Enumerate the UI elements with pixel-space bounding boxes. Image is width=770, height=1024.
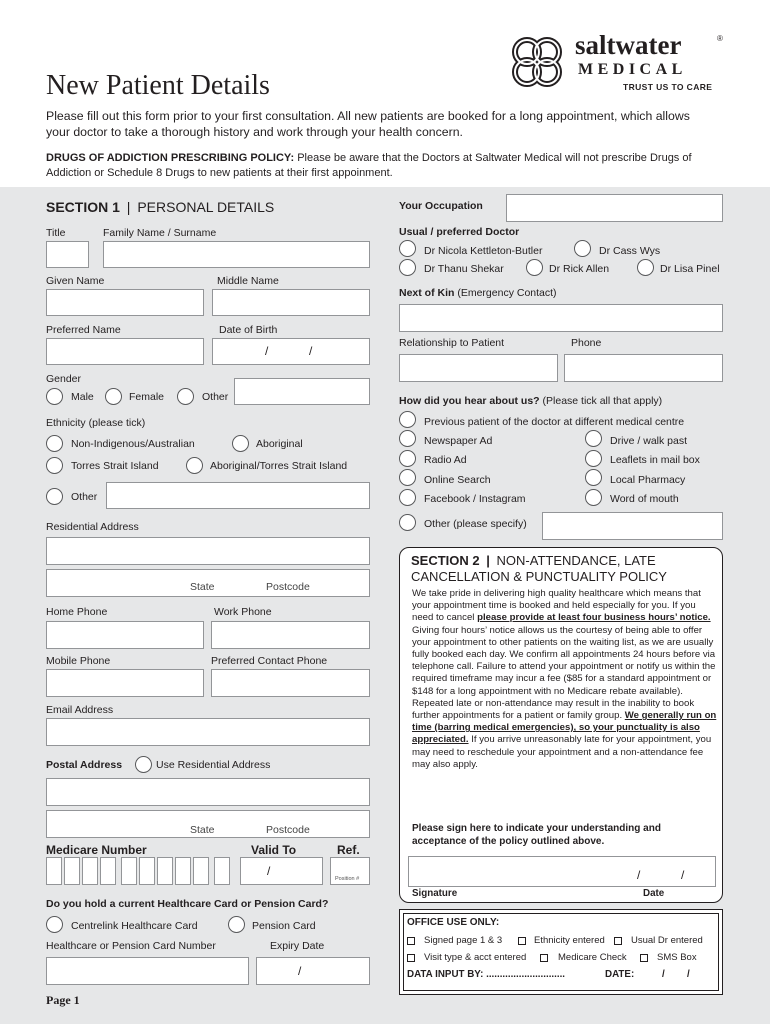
medicare-digit-cell[interactable] [193,857,209,885]
signed-page-label: Signed page 1 & 3 [424,935,503,946]
hear-newspaper-radio[interactable] [399,430,416,447]
relationship-field[interactable] [399,354,558,382]
work-phone-label: Work Phone [214,606,272,618]
centrelink-radio[interactable] [46,916,63,933]
residential-address-field-1[interactable] [46,537,370,565]
valid-to-slash: / [267,864,271,878]
ethnicity-aboriginal-label: Aboriginal [256,438,303,450]
next-of-kin-field[interactable] [399,304,723,332]
family-name-field[interactable] [103,241,370,268]
middle-name-label: Middle Name [217,275,279,287]
policy-part-2: Giving four hours’ notice allows us the courtesy of being able to offer your appointment to other patients on the waiting list, as we are usually fully booked each day. We confirm all appointments 24 hours before via telephone call. Failure to attend your appointment or notify us within the required timeframe may incur a fee ($85 for a standard appointment or $148 for a long appointment with no Medicare rebate available). Repeated late or non-attendance may result in the inability to book further appointments for a patient or family group. [412,624,716,722]
ethnicity-other-radio[interactable] [46,488,63,505]
office-date-slash-1: / [662,969,665,980]
ethnicity-other-field[interactable] [106,482,370,509]
doctor-shekar-label: Dr Thanu Shekar [424,263,504,275]
intro-text: Please fill out this form prior to your first consultation. All new patients are booked for a long appointment, which allows your doctor to take a thorough history and work through your health concern. [46,109,690,139]
hear-leaflets-label: Leaflets in mail box [610,454,700,466]
residential-address-label: Residential Address [46,521,139,533]
section1-number: SECTION 1 [46,199,120,215]
hear-radio-radio[interactable] [399,450,416,467]
office-date-label: DATE: [605,969,635,980]
saltwater-medical-logo [505,30,727,92]
policy-part-3: If you arrive unreasonably late for your appointment, you may need to reschedule your appointment and a non-attendance fee may also apply. [412,734,712,770]
signed-page-checkbox[interactable] [407,937,415,945]
residential-state-label: State [190,581,215,593]
logo-wordmark: saltwater [575,30,682,60]
medicare-digit-cell[interactable] [100,857,116,885]
hear-about-label [399,395,662,407]
hear-other-radio[interactable] [399,514,416,531]
preferred-phone-label: Preferred Contact Phone [211,655,328,667]
preferred-phone-field[interactable] [211,669,370,697]
use-residential-radio[interactable] [135,756,152,773]
hear-previous-label: Previous patient of the doctor at different medical centre [424,416,685,428]
data-input-by: DATA INPUT BY: ............................. [407,969,566,980]
logo-registered: ® [717,34,723,43]
position-hint: Position # [335,876,360,882]
doctor-pinel-radio[interactable] [637,259,654,276]
section2-policy-text [412,588,718,771]
medicare-digit-cell[interactable] [214,857,230,885]
section2-heading [411,553,711,584]
dob-label: Date of Birth [219,324,278,336]
next-of-kin-title: Next of Kin [399,287,455,299]
dob-slash-2: / [309,344,313,358]
policy-underline-1: please provide at least four business hours’ notice. [477,612,711,624]
hear-online-label: Online Search [424,474,491,486]
next-of-kin-label [399,287,557,299]
policy-part-1: We take pride in delivering high quality healthcare which means that your appointment time is booked and held especially for you. If you need to cancel [412,588,701,624]
medicare-number-field[interactable] [46,857,236,885]
expiry-date-field[interactable] [256,957,370,985]
hear-facebook-radio[interactable] [399,489,416,506]
ethnicity-non-indigenous-radio[interactable] [46,435,63,452]
page-number: Page 1 [46,993,80,1007]
family-name-label: Family Name / Surname [103,227,217,239]
residential-postcode-label: Postcode [266,581,310,593]
logo-medical: MEDICAL [578,61,687,78]
residential-address-field-2[interactable] [46,569,370,597]
email-label: Email Address [46,704,114,716]
ref-field[interactable] [330,857,370,885]
email-field[interactable] [46,718,370,746]
doctor-wys-label: Dr Cass Wys [599,245,661,257]
healthcare-number-label: Healthcare or Pension Card Number [46,940,216,952]
hear-radio-label: Radio Ad [424,454,467,466]
ethnicity-non-indigenous-label: Non-Indigenous/Australian [71,438,195,450]
expiry-date-label: Expiry Date [270,940,325,952]
work-phone-field[interactable] [211,621,370,649]
sign-date-label: Date [643,888,665,899]
occupation-field[interactable] [506,194,723,222]
section1-heading [46,199,274,215]
sms-box-label: SMS Box [657,952,697,963]
section2-panel [399,547,723,903]
doctor-kettleton-label: Dr Nicola Kettleton-Butler [424,245,543,257]
given-name-field[interactable] [46,289,204,316]
ref-label: Ref. [337,843,360,857]
home-phone-field[interactable] [46,621,204,649]
doctor-shekar-radio[interactable] [399,259,416,276]
hear-facebook-label: Facebook / Instagram [424,493,526,505]
postal-postcode-label: Postcode [266,824,310,836]
expiry-slash: / [298,964,302,978]
hear-about-title: How did you hear about us? [399,395,540,407]
title-field[interactable] [46,241,89,268]
medicare-digit-cell[interactable] [82,857,98,885]
usual-dr-label: Usual Dr entered [631,935,703,946]
logo-knot-icon [505,30,569,94]
nok-phone-label: Phone [571,337,602,349]
doctor-pinel-label: Dr Lisa Pinel [660,263,720,275]
doctor-kettleton-radio[interactable] [399,240,416,257]
gender-other-radio[interactable] [177,388,194,405]
section2-number: SECTION 2 [411,553,480,568]
hear-leaflets-radio[interactable] [585,450,602,467]
ethnicity-aboriginal-torres-label: Aboriginal/Torres Strait Island [210,460,348,472]
hear-newspaper-label: Newspaper Ad [424,435,493,447]
section1-title: PERSONAL DETAILS [137,199,275,215]
ethnicity-other-label: Other [71,491,98,503]
medicare-digit-cell[interactable] [157,857,173,885]
section1-separator: | [126,199,131,215]
title-label: Title [46,227,66,239]
section2-title: NON-ATTENDANCE, LATE CANCELLATION & PUNCTUALITY POLICY [411,553,667,584]
ethnicity-entered-label: Ethnicity entered [534,935,605,946]
hear-other-label: Other (please specify) [424,518,527,530]
ethnicity-aboriginal-radio[interactable] [232,435,249,452]
valid-to-field[interactable] [240,857,323,885]
healthcare-question: Do you hold a current Healthcare Card or Pension Card? [46,898,329,910]
medicare-number-label: Medicare Number [46,843,147,857]
policy-underline-2: We generally run on time (barring medical emergencies), so your punctuality is also appreciated. [412,710,717,746]
hear-pharmacy-label: Local Pharmacy [610,474,686,486]
sign-date-slash-2: / [681,868,685,882]
gender-female-label: Female [129,391,165,403]
ethnicity-torres-label: Torres Strait Island [71,460,159,472]
pension-radio[interactable] [228,916,245,933]
ethnicity-entered-checkbox[interactable] [518,937,526,945]
medicare-digit-cell[interactable] [121,857,137,885]
sms-box-checkbox[interactable] [640,954,648,962]
doctor-allen-radio[interactable] [526,259,543,276]
mobile-phone-label: Mobile Phone [46,655,111,667]
logo-tagline: TRUST US TO CARE [623,82,713,92]
hear-drive-radio[interactable] [585,430,602,447]
hear-other-field[interactable] [542,512,723,540]
signature-label: Signature [412,888,458,899]
gender-female-radio[interactable] [105,388,122,405]
visit-type-label: Visit type & acct entered [424,952,527,963]
office-use-title: OFFICE USE ONLY: [407,917,500,928]
visit-type-checkbox[interactable] [407,954,415,962]
usual-dr-checkbox[interactable] [614,937,622,945]
gender-other-field[interactable] [234,378,370,405]
office-use-panel [399,909,723,995]
postal-state-label: State [190,824,215,836]
postal-address-label: Postal Address [46,759,123,771]
centrelink-label: Centrelink Healthcare Card [71,920,198,932]
mobile-phone-field[interactable] [46,669,204,697]
home-phone-label: Home Phone [46,606,108,618]
medicare-digit-cell[interactable] [46,857,62,885]
hear-pharmacy-radio[interactable] [585,469,602,486]
sign-prompt: Please sign here to indicate your understanding and acceptance of the policy outlined above. [412,823,661,847]
ethnicity-aboriginal-torres-radio[interactable] [186,457,203,474]
gender-label: Gender [46,373,82,385]
postal-address-field-1[interactable] [46,778,370,806]
hear-about-note: (Please tick all that apply) [542,395,663,407]
medicare-check-checkbox[interactable] [540,954,548,962]
nok-phone-field[interactable] [564,354,723,382]
ethnicity-note: (please tick) [88,417,146,429]
drugs-policy-label: DRUGS OF ADDICTION PRESCRIBING POLICY: [46,152,295,164]
hear-online-radio[interactable] [399,469,416,486]
dob-slash-1: / [265,344,269,358]
use-residential-label: Use Residential Address [156,759,271,771]
page-title: New Patient Details [46,70,270,101]
postal-address-field-2[interactable] [46,810,370,838]
valid-to-label: Valid To [251,843,297,857]
ethnicity-torres-radio[interactable] [46,457,63,474]
hear-drive-label: Drive / walk past [610,435,688,447]
healthcare-number-field[interactable] [46,957,249,985]
doctor-label: Usual / preferred Doctor [399,226,520,238]
medicare-digit-cell[interactable] [175,857,191,885]
preferred-name-field[interactable] [46,338,204,365]
occupation-label: Your Occupation [399,200,483,212]
dob-field[interactable] [212,338,370,365]
sign-date-slash-1: / [637,868,641,882]
preferred-name-label: Preferred Name [46,324,121,336]
drugs-policy-text: Please be aware that the Doctors at Saltwater Medical will not prescribe Drugs of Addiction or Schedule 8 Drugs to new patients at their first appoinment. [46,152,692,179]
hear-word-radio[interactable] [585,489,602,506]
doctor-allen-label: Dr Rick Allen [549,263,610,275]
hear-previous-radio[interactable] [399,411,416,428]
drugs-policy [46,151,726,181]
gender-other-label: Other [202,391,229,403]
medicare-check-label: Medicare Check [558,952,627,963]
gender-male-label: Male [71,391,94,403]
hear-word-label: Word of mouth [610,493,679,505]
ethnicity-label [46,417,145,429]
office-date-slash-2: / [687,969,690,980]
ethnicity-title: Ethnicity [46,417,86,429]
medicare-digit-cell[interactable] [139,857,155,885]
gender-male-radio[interactable] [46,388,63,405]
given-name-label: Given Name [46,275,105,287]
section2-separator: | [486,553,490,568]
next-of-kin-note: (Emergency Contact) [457,287,557,299]
pension-label: Pension Card [252,920,316,932]
signature-field[interactable] [408,856,716,887]
middle-name-field[interactable] [212,289,370,316]
relationship-label: Relationship to Patient [399,337,505,349]
doctor-wys-radio[interactable] [574,240,591,257]
medicare-digit-cell[interactable] [64,857,80,885]
